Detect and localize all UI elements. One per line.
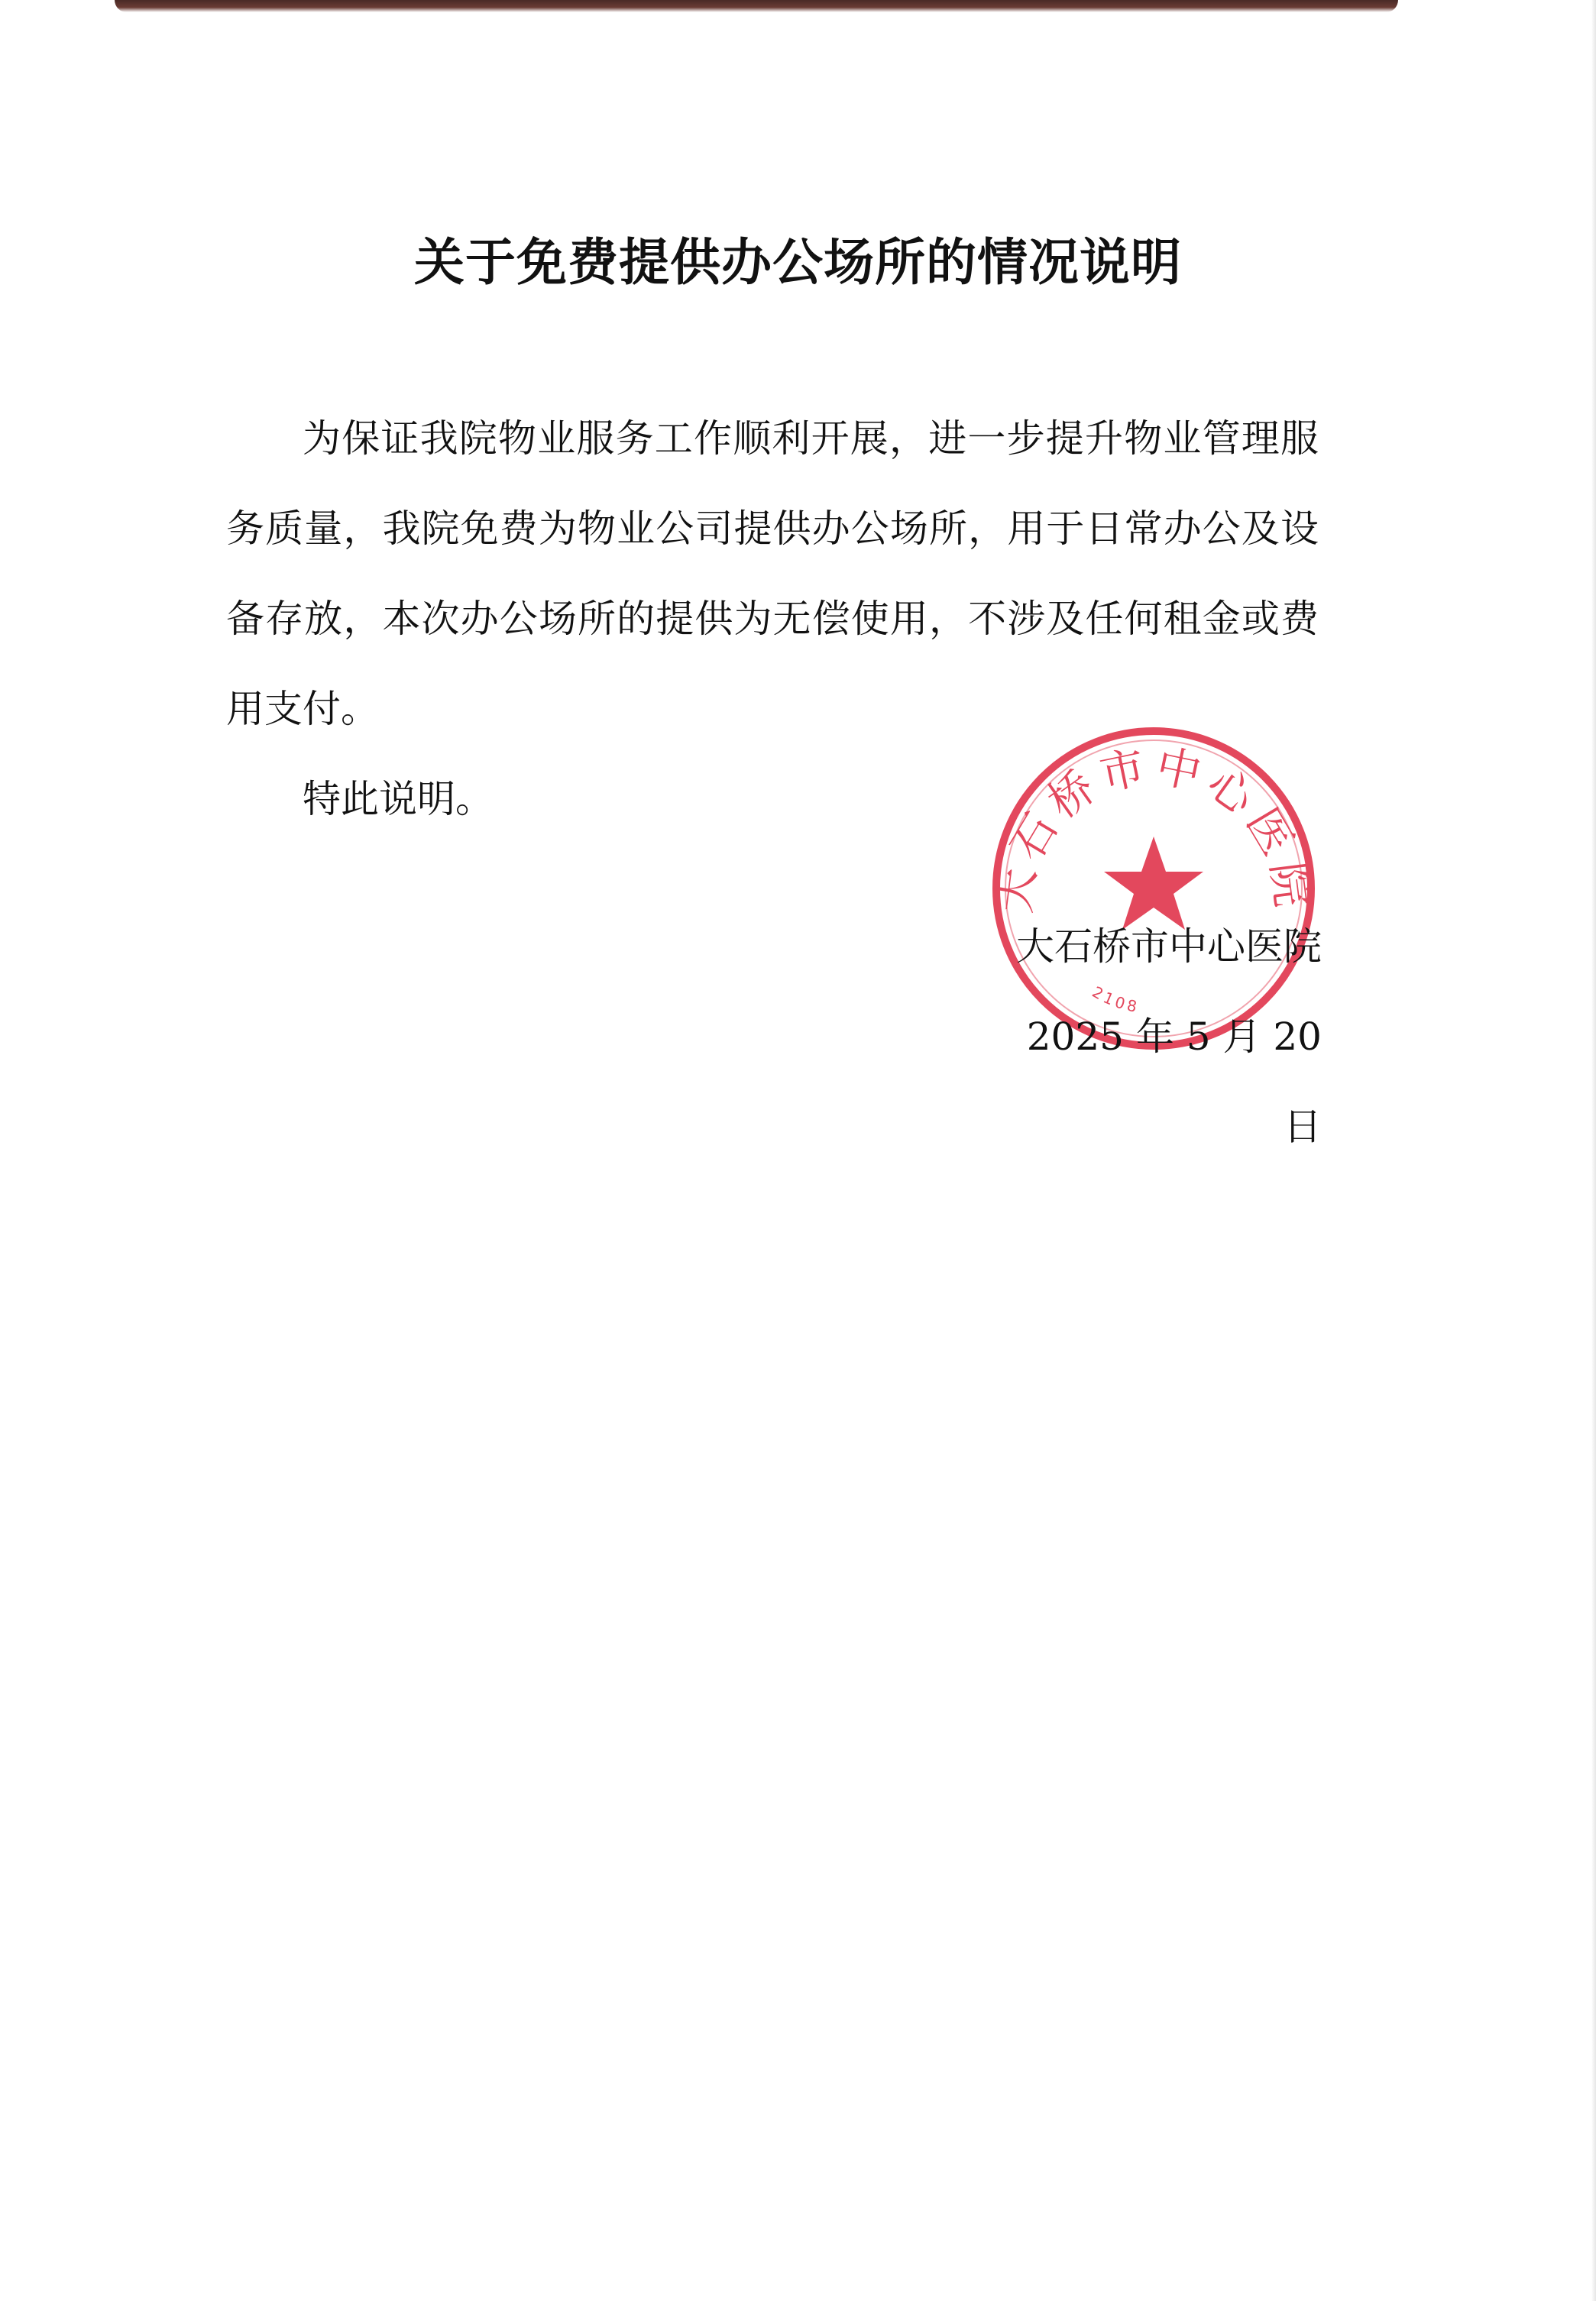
document-title: 关于免费提供办公场所的情况说明 [414, 232, 1182, 292]
signature-block [993, 901, 1322, 1172]
scanned-page-right-edge [1591, 0, 1596, 2301]
body-paragraph: 为保证我院物业服务工作顺利开展，进一步提升物业管理服务质量，我院免费为物业公司提供办公场所，用于日常办公及设备存放，本次办公场所的提供为无偿使用，不涉及任何租金或费用支付。 [226, 416, 1319, 731]
signature-organization: 大石桥市中心医院 [1016, 924, 1322, 969]
seal-code: 2108 [1089, 982, 1141, 1017]
seal-text: 大石桥市中心医院 [988, 739, 1319, 916]
closing-remark: 特此说明。 [303, 777, 494, 821]
scanned-page-top-edge [115, 0, 1398, 12]
signature-date: 2025 年 5 月 20 日 [1026, 1015, 1322, 1149]
